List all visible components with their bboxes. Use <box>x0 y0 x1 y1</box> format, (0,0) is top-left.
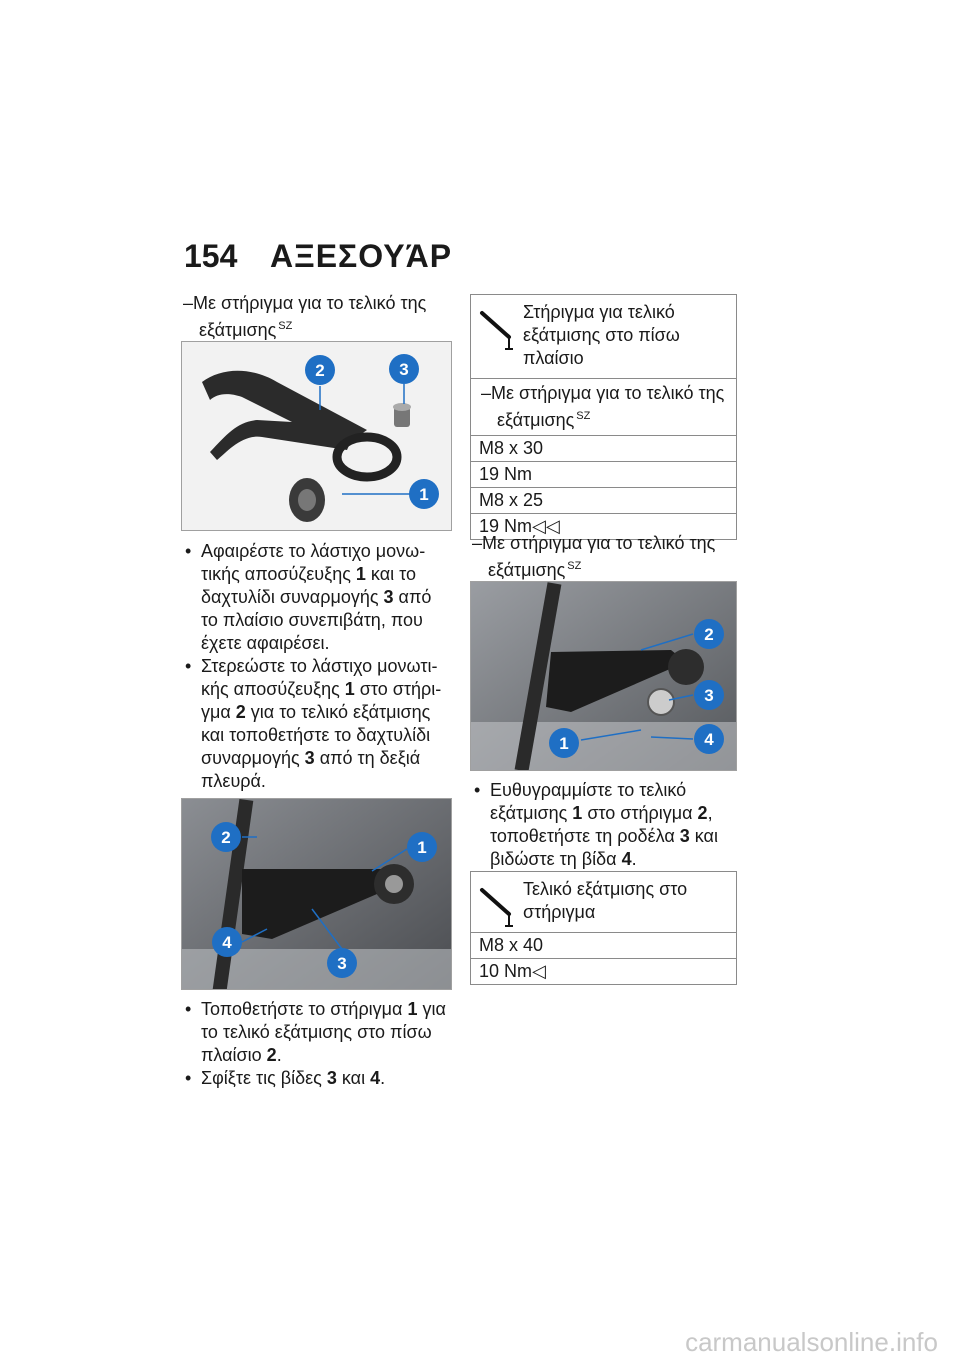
svg-text:4: 4 <box>704 730 714 749</box>
bracket-mounted-photo <box>182 799 452 990</box>
torque-table-title: Στήριγμα για τελικό εξάτμισης στο πίσω πλαίσιο <box>523 302 680 368</box>
steps-list-1 <box>181 540 451 793</box>
variant-note-text: –Με στήριγμα για το τελικό της εξάτμισης <box>472 533 716 580</box>
torque-wrench-icon <box>479 309 515 351</box>
torque-table-title: Τελικό εξάτμισης στο στήριγμα <box>523 879 688 922</box>
torque-table-variant: –Με στήριγμα για το τελικό της εξάτμισης $^{SZ}$ <box>471 378 736 435</box>
callout-4 <box>212 927 242 957</box>
svg-text:3: 3 <box>704 686 714 705</box>
callout-1 <box>409 479 439 509</box>
page-number: 154 <box>184 238 238 274</box>
washer <box>648 689 674 715</box>
callout-1 <box>549 728 579 758</box>
step-mount-bracket: • Τοποθετήστε το στήριγμα 1 για το τελικό εξάτμισης στο πίσω πλαίσιο 2. <box>181 998 451 1067</box>
callout-3 <box>327 948 357 978</box>
torque-row-value-1: 19 Nm <box>471 461 736 487</box>
torque-row-bolt: M8 x 40 <box>471 932 736 958</box>
steps-list-3 <box>470 779 738 871</box>
watermark: carmanualsonline.info <box>685 1327 938 1357</box>
callout-2 <box>211 822 241 852</box>
svg-text:2: 2 <box>221 828 231 847</box>
bushing-silhouette <box>668 649 704 685</box>
torque-table-head <box>471 295 736 378</box>
bracket-parts-illustration <box>182 342 452 531</box>
callout-4 <box>694 724 724 754</box>
torque-table-exhaust-bracket <box>470 871 737 985</box>
callout-2 <box>694 619 724 649</box>
figure-bracket-mounted <box>181 798 452 990</box>
exhaust-alignment-photo <box>471 582 737 771</box>
svg-text:2: 2 <box>704 625 714 644</box>
step-align-exhaust: • Ευθυγραμμίστε το τελικό εξάτμισης 1 στο στήριγμα 2, τοποθετήστε τη ροδέλα 3 και βιδώστε τη βίδα 4. <box>470 779 738 871</box>
variant-note-right <box>470 532 738 582</box>
figure-bracket-parts <box>181 341 452 531</box>
svg-text:1: 1 <box>559 734 569 753</box>
variant-note-left <box>181 292 451 342</box>
step-mount-bushing: • Στερεώστε το λάστιχο μονωτικής αποσύζευξης 1 στο στήριγμα 2 για το τελικό εξάτμισης και τοποθετήστε το δαχτυλίδι συναρμογής 3 από τη δεξιά πλευρά. <box>181 655 451 793</box>
torque-table-head <box>471 872 736 932</box>
torque-row-bolt-2: M8 x 25 <box>471 487 736 513</box>
torque-row-bolt-1: M8 x 30 <box>471 435 736 461</box>
callout-2 <box>305 355 335 385</box>
step-tighten-bolts: • Σφίξτε τις βίδες 3 και 4. <box>181 1067 451 1090</box>
steps-list-2 <box>181 998 451 1090</box>
variant-note-sup: SZ <box>567 560 582 572</box>
bushing-center <box>385 875 403 893</box>
svg-text:2: 2 <box>315 361 325 380</box>
svg-text:3: 3 <box>399 360 409 379</box>
variant-note-text: –Με στήριγμα για το τελικό της εξάτμισης <box>183 293 427 340</box>
callout-1 <box>407 832 437 862</box>
collar-top <box>393 403 411 411</box>
torque-table-rear-frame <box>470 294 737 540</box>
bushing-hole <box>298 489 316 511</box>
svg-text:1: 1 <box>419 485 429 504</box>
step-remove-bushing: • Αφαιρέστε το λάστιχο μονωτικής αποσύζευξης 1 και το δαχτυλίδι συναρμογής 3 από το πλαίσιο συνεπιβάτη, που έχετε αφαιρέσει. <box>181 540 451 655</box>
figure-exhaust-alignment <box>470 581 737 771</box>
callout-3 <box>389 354 419 384</box>
svg-text:3: 3 <box>337 954 347 973</box>
torque-wrench-icon <box>479 886 515 928</box>
page-title: ΑΞΕΣΟΥΆΡ <box>270 238 453 274</box>
torque-row-value: 10 Nm◁ <box>471 958 736 984</box>
torque-row-value-2: 19 Nm◁◁ <box>471 513 736 539</box>
svg-text:1: 1 <box>417 838 427 857</box>
variant-note-sup: SZ <box>278 320 293 332</box>
callout-3 <box>694 680 724 710</box>
svg-text:4: 4 <box>222 933 232 952</box>
